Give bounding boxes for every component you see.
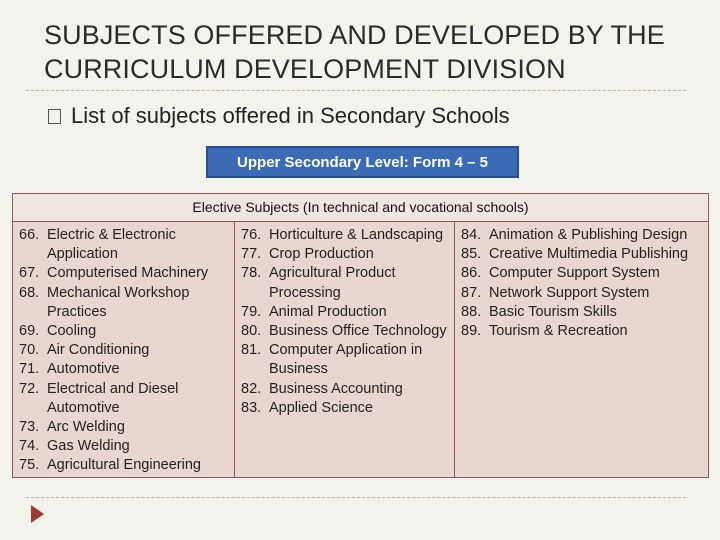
- subject-number: 69.: [19, 323, 40, 340]
- subject-item: [461, 264, 707, 283]
- subject-number: 77.: [241, 246, 262, 263]
- subject-number: 89.: [461, 323, 482, 340]
- subject-item: [241, 303, 454, 322]
- subject-number: 83.: [241, 399, 262, 416]
- subject-number: 85.: [461, 246, 482, 263]
- subject-item: [461, 322, 707, 341]
- subject-number: 71.: [19, 361, 40, 378]
- subject-number: 76.: [241, 227, 262, 243]
- subject-name: Animal Production: [269, 303, 387, 320]
- subject-item: [241, 341, 454, 379]
- subject-item: [241, 322, 454, 341]
- subject-name: Automotive: [47, 361, 120, 378]
- subject-name: Business Accounting: [269, 380, 403, 397]
- elective-subjects-table: [12, 193, 709, 478]
- subject-number: 70.: [19, 342, 40, 359]
- subject-name: Computer Support System: [489, 265, 660, 282]
- subject-number: 79.: [241, 303, 262, 320]
- subject-number: 74.: [19, 438, 40, 455]
- subject-number: 67.: [19, 265, 40, 282]
- subject-name: Electric & Electronic Application: [47, 227, 176, 263]
- subject-name: Agricultural Engineering: [47, 457, 201, 474]
- subject-item: [461, 245, 707, 264]
- subject-number: 86.: [461, 265, 482, 282]
- subject-name: Gas Welding: [47, 438, 130, 455]
- subject-number: 75.: [19, 457, 40, 474]
- subject-item: [19, 418, 234, 437]
- subject-name: Mechanical Workshop Practices: [47, 284, 190, 320]
- bullet-text: List of subjects offered in Secondary Schools: [71, 103, 510, 128]
- elective-header: Elective Subjects (In technical and vocational schools): [13, 194, 708, 222]
- subject-item: [19, 360, 234, 379]
- play-arrow-icon[interactable]: [31, 505, 44, 523]
- subject-item: [19, 284, 234, 322]
- subject-number: 78.: [241, 265, 262, 282]
- subject-name: Agricultural Product Processing: [269, 265, 396, 301]
- subject-number: 88.: [461, 303, 482, 320]
- subject-name: Business Office Technology: [269, 323, 447, 340]
- subject-item: [241, 380, 454, 399]
- subject-number: 81.: [241, 342, 262, 359]
- level-banner-text: Upper Secondary Level: Form 4 – 5: [237, 153, 488, 171]
- subject-number: 66.: [19, 227, 40, 243]
- level-banner: [206, 146, 519, 178]
- subject-name: Tourism & Recreation: [489, 323, 628, 340]
- subject-name: Creative Multimedia Publishing: [489, 246, 689, 263]
- checkbox-icon: [48, 109, 61, 124]
- subject-item: [19, 437, 234, 456]
- subject-item: [19, 456, 234, 475]
- subject-item: [241, 245, 454, 264]
- subject-number: 84.: [461, 227, 482, 243]
- subject-name: Horticulture & Landscaping: [269, 227, 444, 243]
- subject-name: Arc Welding: [47, 419, 125, 436]
- bullet-item: [48, 102, 510, 130]
- title-divider: [26, 90, 686, 91]
- subject-number: 73.: [19, 419, 40, 436]
- subject-number: 87.: [461, 284, 482, 301]
- subject-name: Computerised Machinery: [47, 265, 209, 282]
- subject-number: 72.: [19, 380, 40, 397]
- slide-title: SUBJECTS OFFERED AND DEVELOPED BY THE CURRICULUM DEVELOPMENT DIVISION: [44, 20, 665, 84]
- subject-item: [19, 322, 234, 341]
- subject-name: Animation & Publishing Design: [489, 227, 688, 243]
- subject-name: Computer Application in Business: [269, 342, 423, 378]
- footer-divider: [26, 497, 686, 498]
- subject-name: Basic Tourism Skills: [489, 303, 617, 320]
- subject-item: [241, 399, 454, 418]
- subject-name: Crop Production: [269, 246, 374, 263]
- subject-item: [241, 264, 454, 302]
- subject-name: Air Conditioning: [47, 342, 150, 359]
- subject-name: Cooling: [47, 323, 97, 340]
- subject-item: [19, 264, 234, 283]
- subject-columns: [13, 222, 708, 477]
- subject-column-1: [13, 222, 234, 477]
- subject-number: 68.: [19, 284, 40, 301]
- subject-item: [241, 226, 454, 245]
- subject-item: [461, 303, 707, 322]
- subject-item: [461, 226, 707, 245]
- subject-number: 80.: [241, 323, 262, 340]
- subject-number: 82.: [241, 380, 262, 397]
- subject-item: [19, 341, 234, 360]
- subject-name: Applied Science: [269, 399, 373, 416]
- subject-item: [19, 226, 234, 264]
- subject-name: Network Support System: [489, 284, 650, 301]
- subject-column-3: [454, 222, 707, 477]
- subject-item: [19, 380, 234, 418]
- subject-item: [461, 284, 707, 303]
- subject-name: Electrical and Diesel Automotive: [47, 380, 179, 416]
- subject-column-2: [234, 222, 454, 477]
